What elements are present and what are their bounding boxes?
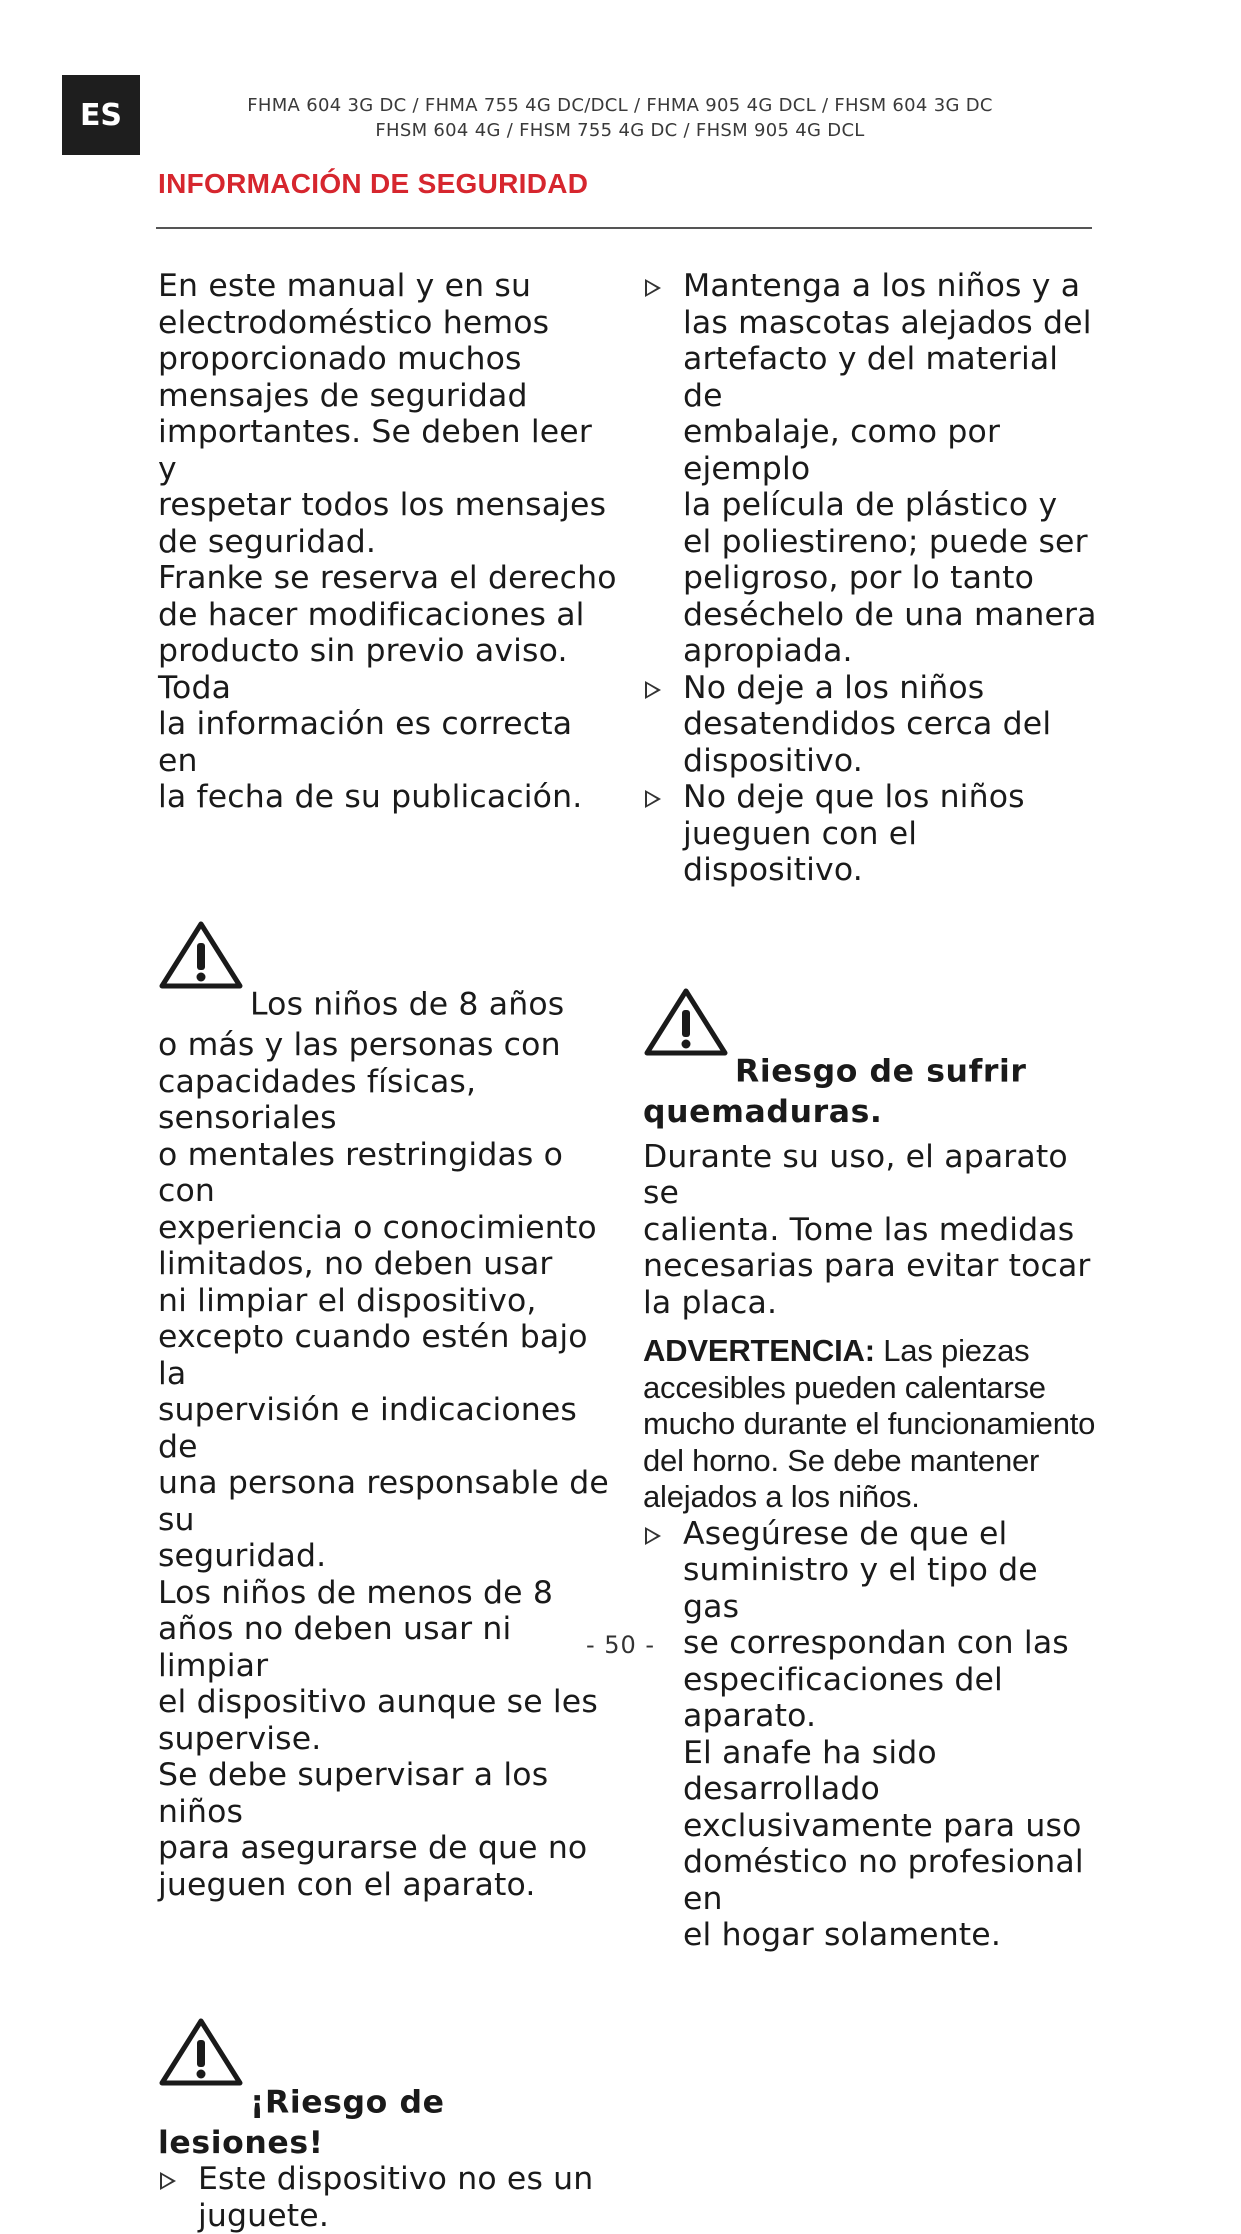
children-warning-first-line: Los niños de 8 años <box>250 986 565 1023</box>
list-item: No deje a los niños desatendidos cerca del dispositivo. <box>643 670 1103 780</box>
list-item: Este dispositivo no es un juguete. <box>158 2161 618 2234</box>
burn-warning <box>643 913 1103 1322</box>
list-item: No deje que los niños jueguen con el dispositivo. <box>643 779 1103 889</box>
warning-triangle-icon <box>158 882 244 1027</box>
section-title: INFORMACIÓN DE SEGURIDAD <box>158 168 589 199</box>
bullet-arrow-icon <box>160 2172 176 2190</box>
warning-triangle-icon <box>158 1980 244 2125</box>
franke-paragraph: Franke se reserva el derecho de hacer modificaciones al producto sin previo aviso. Toda la información es correcta en la fecha de su publicación. <box>158 560 617 815</box>
burn-heading-line-1: Riesgo de sufrir <box>735 1053 1027 1090</box>
title-divider <box>156 227 1092 229</box>
injury-bullets <box>158 2161 618 2234</box>
bullet-arrow-icon <box>645 681 661 699</box>
model-line-2: FHSM 604 4G / FHSM 755 4G DC / FHSM 905 4G DCL <box>375 120 865 141</box>
injury-heading: ¡Riesgo de lesiones! <box>158 2084 445 2161</box>
burn-text: Durante su uso, el aparato se calienta. Tome las medidas necesarias para evitar tocar la placa. <box>643 1138 1091 1321</box>
page-number: - 50 - <box>585 1631 656 1659</box>
bullet-arrow-icon <box>645 790 661 808</box>
bullet-arrow-icon <box>645 1527 661 1545</box>
left-column <box>158 268 618 2234</box>
model-line-1: FHMA 604 3G DC / FHMA 755 4G DC/DCL / FHMA 905 4G DCL / FHSM 604 3G DC <box>247 95 993 116</box>
advertencia-text: accesibles pueden calentarse mucho durante el funcionamiento del horno. Se debe mantener alejados a los niños. <box>643 1369 1096 1514</box>
advertencia-paragraph <box>643 1333 1103 1516</box>
intro-paragraph: En este manual y en su electrodoméstico hemos proporcionado muchos mensajes de seguridad importantes. Se deben leer y respetar todos los mensajes de seguridad. <box>158 268 607 560</box>
right-column <box>643 268 1103 1954</box>
children-warning <box>158 846 618 1575</box>
bullet-arrow-icon <box>645 279 661 297</box>
under-8-paragraph: Los niños de menos de 8 años no deben usar ni limpiar el dispositivo aunque se les supervise. <box>158 1574 598 1757</box>
gas-bullets <box>643 1516 1103 1954</box>
warning-triangle-icon <box>643 949 729 1094</box>
advertencia-label: ADVERTENCIA: <box>643 1333 875 1368</box>
list-item: Mantenga a los niños y a las mascotas alejados del artefacto y del material de embalaje, como por ejemplo la película de plástico y el poliestireno; puede ser peligroso, por lo tanto deséchelo de una manera apropiada. <box>643 268 1103 670</box>
injury-warning <box>158 1943 618 2234</box>
children-warning-text: o más y las personas con capacidades físicas, sensoriales o mentales restringidas o con experiencia o conocimiento limitados, no deben usar ni limpiar el dispositivo, excepto cuando estén bajo la supervisión e indicaciones de una persona responsable de su seguridad. <box>158 1027 609 1574</box>
burn-heading-line-2: quemaduras. <box>643 1094 883 1130</box>
language-badge: ES <box>62 75 140 155</box>
supervise-paragraph: Se debe supervisar a los niños para asegurarse de que no jueguen con el aparato. <box>158 1757 588 1903</box>
model-list <box>160 93 1080 143</box>
list-item: Asegúrese de que el suministro y el tipo de gas se correspondan con las especificaciones del aparato. El anafe ha sido desarrollado exclusivamente para uso doméstico no profesional en el hogar solamente. <box>643 1516 1103 1954</box>
advertencia-first-line: Las piezas <box>874 1333 1030 1368</box>
children-bullets <box>643 268 1103 889</box>
